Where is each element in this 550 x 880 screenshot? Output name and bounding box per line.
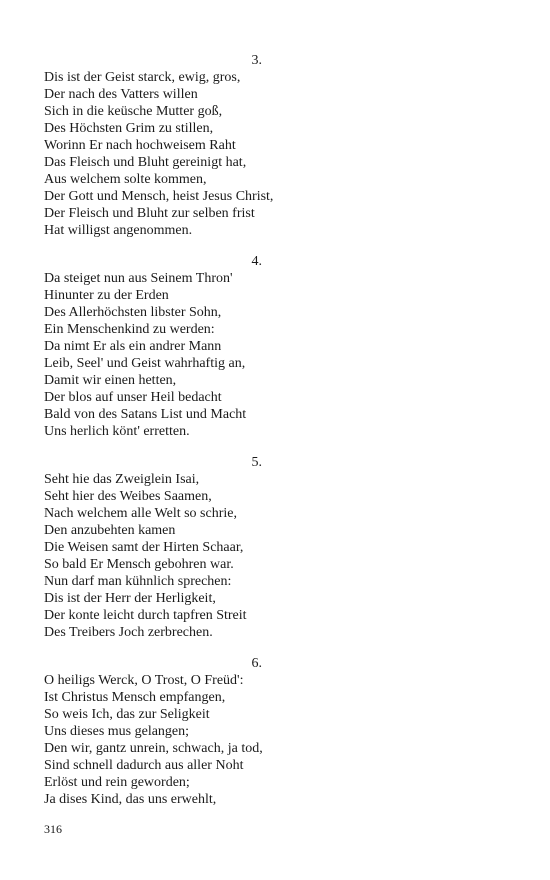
verse-line: Die Weisen samt der Hirten Schaar,	[44, 540, 244, 555]
stanza-number: 3.	[251, 53, 262, 68]
verse-line: Erlöst und rein geworden;	[44, 775, 190, 790]
verse-line: Bald von des Satans List und Macht	[44, 407, 247, 422]
verse-line: Ist Christus Mensch empfangen,	[44, 690, 226, 705]
verse-line: Sind schnell dadurch aus aller Noht	[44, 758, 244, 773]
verse-line: Seht hie das Zweiglein Isai,	[44, 472, 200, 487]
verse-line: Des Höchsten Grim zu stillen,	[44, 121, 214, 136]
stanza-number: 4.	[251, 254, 262, 269]
verse-line: Ein Menschenkind zu werden:	[44, 322, 215, 337]
verse-line: So weis Ich, das zur Seligkeit	[44, 707, 210, 722]
stanza-4	[44, 253, 464, 440]
stanza-5	[44, 454, 464, 641]
verse-line: So bald Er Mensch gebohren war.	[44, 557, 234, 572]
stanza-number: 5.	[251, 455, 262, 470]
verse-line: Den anzubehten kamen	[44, 523, 176, 538]
verse-line: Da nimt Er als ein andrer Mann	[44, 339, 222, 354]
verse-line: Hinunter zu der Erden	[44, 288, 169, 303]
verse-line: Uns herlich könt' erretten.	[44, 424, 190, 439]
page-number: 316	[44, 822, 62, 836]
verse-line: Der konte leicht durch tapfren Streit	[44, 608, 247, 623]
verse-line: Da steiget nun aus Seinem Thron'	[44, 271, 233, 286]
verse-line: Seht hier des Weibes Saamen,	[44, 489, 212, 504]
verse-line: Der Gott und Mensch, heist Jesus Christ,	[44, 189, 274, 204]
verse-line: Hat willigst angenommen.	[44, 223, 193, 238]
verse-line: Aus welchem solte kommen,	[44, 172, 207, 187]
verse-line: Den wir, gantz unrein, schwach, ja tod,	[44, 741, 263, 756]
verse-line: Worinn Er nach hochweisem Raht	[44, 138, 236, 153]
verse-line: Nach welchem alle Welt so schrie,	[44, 506, 237, 521]
verse-line: Dis ist der Geist starck, ewig, gros,	[44, 70, 241, 85]
verse-line: Damit wir einen hetten,	[44, 373, 177, 388]
stanza-6	[44, 655, 464, 808]
verse-line: Der nach des Vatters willen	[44, 87, 198, 102]
verse-line: Das Fleisch und Bluht gereinigt hat,	[44, 155, 247, 170]
verse-line: Des Allerhöchsten libster Sohn,	[44, 305, 222, 320]
verse-line: Ja dises Kind, das uns erwehlt,	[44, 792, 217, 807]
verse-line: Sich in die keüsche Mutter goß,	[44, 104, 223, 119]
stanza-3	[44, 52, 464, 239]
verse-line: Des Treibers Joch zerbrechen.	[44, 625, 213, 640]
stanza-number: 6.	[251, 656, 262, 671]
verse-line: Dis ist der Herr der Herligkeit,	[44, 591, 216, 606]
verse-line: O heiligs Werck, O Trost, O Freüd':	[44, 673, 244, 688]
verse-line: Uns dieses mus gelangen;	[44, 724, 190, 739]
verse-line: Leib, Seel' und Geist wahrhaftig an,	[44, 356, 246, 371]
verse-line: Der Fleisch und Bluht zur selben frist	[44, 206, 255, 221]
verse-line: Der blos auf unser Heil bedacht	[44, 390, 222, 405]
verse-line: Nun darf man kühnlich sprechen:	[44, 574, 232, 589]
